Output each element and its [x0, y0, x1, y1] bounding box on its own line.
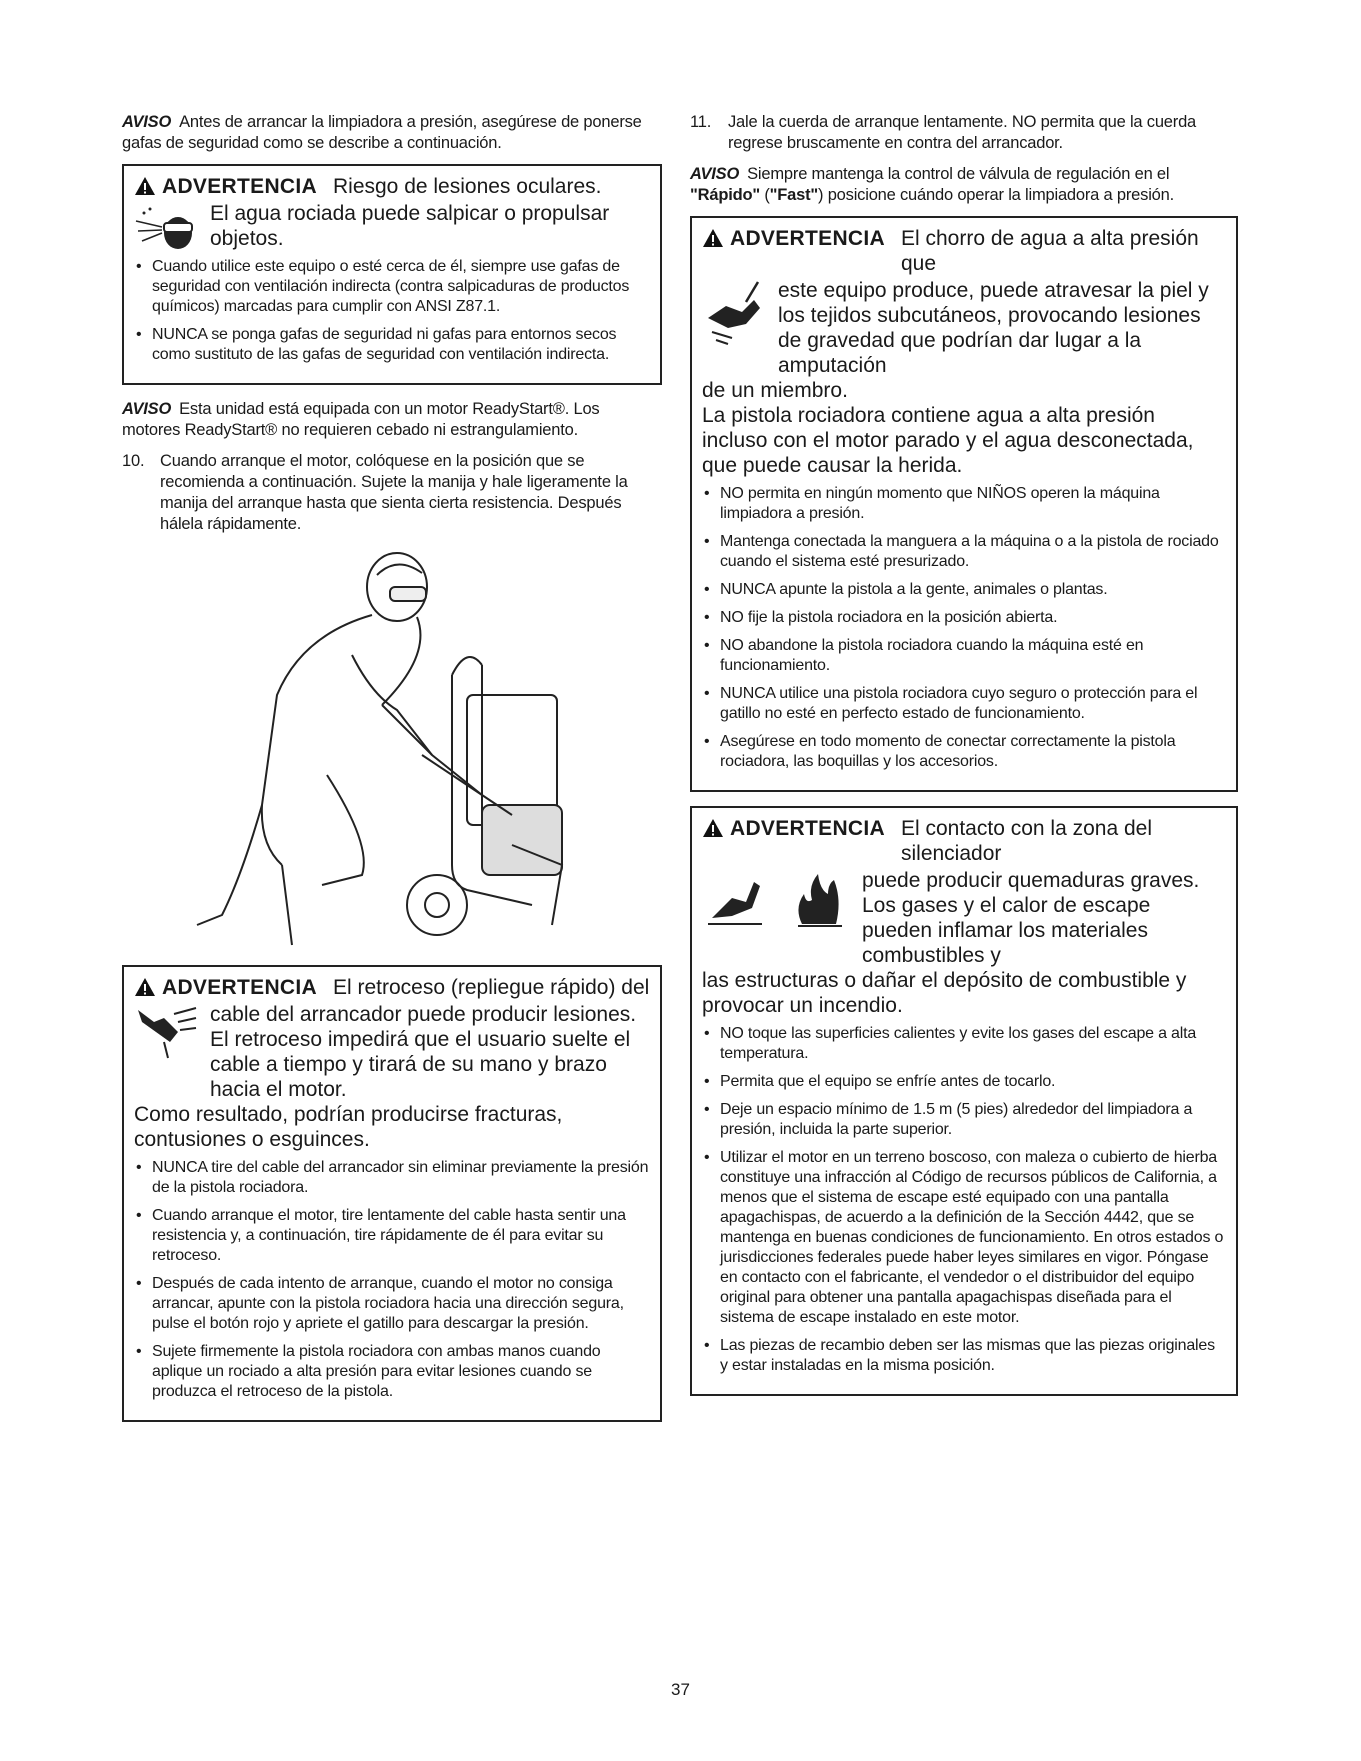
bullet-item: • Deje un espacio mínimo de 1.5 m (5 pies) alrededor del limpiadora a presión, incluida la parte superior.: [702, 1100, 1226, 1140]
injection-hand-icon: [702, 278, 768, 348]
step-text: Jale la cuerda de arranque lentamente. NO permita que la cuerda regrese bruscamente en contra del arrancador.: [728, 113, 1197, 152]
warning-headline: El retroceso (repliegue rápido) del: [332, 976, 650, 999]
operator-starting-engine-illustration: [182, 545, 582, 955]
bullet-item: • Las piezas de recambio deben ser las mismas que las piezas originales y estar instaladas en la misma posición.: [702, 1336, 1226, 1376]
aviso-rapido: "Rápido": [690, 186, 760, 204]
bullet-item: • Cuando utilice este equipo o esté cerca de él, siempre use gafas de seguridad con ventilación indirecta (contra salpicaduras de productos químicos) marcadas para cumplir con ANSI Z87.1.: [134, 257, 650, 317]
aviso-label: AVISO: [122, 400, 172, 418]
burn-and-fire-icons: [702, 868, 852, 928]
warning-headline: Riesgo de lesiones oculares.: [332, 175, 602, 198]
warning-triangle-icon: [702, 818, 724, 838]
warning-intro: [702, 278, 1226, 378]
warning-triangle-icon: [134, 176, 156, 196]
warning-high-pressure-jet: [690, 216, 1238, 792]
warning-word: ADVERTENCIA: [162, 976, 317, 999]
warning-muffler-burn: [690, 806, 1238, 1396]
aviso-label: AVISO: [690, 165, 740, 183]
warning-bullet-list: [702, 1024, 1226, 1376]
warning-intro: [134, 1002, 650, 1102]
aviso-text-post: ) posicione cuándo operar la limpiadora a presión.: [818, 186, 1174, 204]
aviso-label: AVISO: [122, 113, 172, 131]
warning-word: ADVERTENCIA: [730, 227, 885, 250]
warning-continuation: de un miembro.: [702, 379, 848, 402]
aviso-eye-protection: [122, 112, 662, 154]
warning-intro-text: puede producir quemaduras graves. Los gases y el calor de escape pueden inflamar los materiales combustibles y: [862, 869, 1200, 967]
warning-intro-text: cable del arrancador puede producir lesiones. El retroceso impedirá que el usuario suelte el cable a tiempo y tirará de su mano y brazo hacia el motor.: [210, 1003, 637, 1101]
warning-continuation: Como resultado, podrían producirse fracturas, contusiones o esguinces.: [134, 1103, 563, 1151]
step-text: Cuando arranque el motor, colóquese en la posición que se recomienda a continuación. Sujete la manija y hale ligeramente la manija del arranque hasta que sienta cierta resistencia. Después hálela rápidamente.: [160, 452, 628, 533]
warning-word: ADVERTENCIA: [162, 175, 317, 198]
warning-continuation-2: La pistola rociadora contiene agua a alta presión incluso con el motor parado y el agua desconectada, que puede causar la herida.: [702, 404, 1194, 477]
fire-icon: [798, 874, 842, 926]
warning-kickback: [122, 965, 662, 1422]
bullet-item: • NUNCA se ponga gafas de seguridad ni gafas para entornos secos como sustituto de las gafas de seguridad con ventilación indirecta.: [134, 325, 650, 365]
bullet-item: • NO toque las superficies calientes y evite los gases del escape a alta temperatura.: [702, 1024, 1226, 1064]
aviso-paren: (: [764, 186, 770, 204]
aviso-fast: "Fast": [769, 186, 819, 204]
page-number: 37: [671, 1680, 690, 1699]
bullet-item: • NUNCA utilice una pistola rociadora cuyo seguro o protección para el gatillo no esté en perfecto estado de funcionamiento.: [702, 684, 1226, 724]
kickback-hand-icon: [134, 1002, 200, 1062]
bullet-item: • Asegúrese en todo momento de conectar correctamente la pistola rociadora, las boquillas y los accesorios.: [702, 732, 1226, 772]
warning-header: [702, 816, 1226, 866]
warning-continuation: las estructuras o dañar el depósito de combustible y provocar un incendio.: [702, 969, 1187, 1017]
warning-intro: [134, 201, 650, 251]
left-column: [122, 112, 662, 1436]
aviso-text: Antes de arrancar la limpiadora a presión, asegúrese de ponerse gafas de seguridad como se describe a continuación.: [122, 113, 642, 152]
warning-bullet-list: [134, 257, 650, 365]
bullet-item: • NO fije la pistola rociadora en la posición abierta.: [702, 608, 1226, 628]
warning-header: [134, 975, 650, 1000]
step-10: [122, 451, 662, 535]
aviso-text: Esta unidad está equipada con un motor ReadyStart®. Los motores ReadyStart® no requieren cebado ni estrangulamiento.: [122, 400, 600, 439]
bullet-item: • Sujete firmemente la pistola rociadora con ambas manos cuando aplique un rociado a alta presión para evitar lesiones cuando se produzca el retroceso de la pistola.: [134, 1342, 650, 1402]
warning-eye-injury: [122, 164, 662, 385]
bullet-item: • Después de cada intento de arranque, cuando el motor no consiga arrancar, apunte con la pistola rociadora hacia una dirección segura, pulse el botón rojo y apriete el gatillo para descargar la presión.: [134, 1274, 650, 1334]
warning-triangle-icon: [702, 228, 724, 248]
warning-header: [702, 226, 1226, 276]
warning-headline: El contacto con la zona del silenciador: [900, 817, 1152, 865]
aviso-readystart: [122, 399, 662, 441]
warning-bullet-list: [134, 1158, 650, 1402]
warning-header: [134, 174, 650, 199]
warning-intro-text: este equipo produce, puede atravesar la piel y los tejidos subcutáneos, provocando lesiones de gravedad que podrían dar lugar a la amputación: [778, 279, 1209, 377]
step-number: 11.: [690, 113, 712, 131]
bullet-item: • NO abandone la pistola rociadora cuando la máquina esté en funcionamiento.: [702, 636, 1226, 676]
warning-intro: [702, 868, 1226, 968]
step-11: [690, 112, 1238, 154]
bullet-item: • Utilizar el motor en un terreno boscoso, con maleza o cubierto de hierba constituye una infracción al Código de recursos públicos de California, a menos que el sistema de escape esté equipado con una pantalla apagachispas, de acuerdo a la definición de la Sección 4442, que se mantenga en buenas condiciones de funcionamiento. En otros estados o jurisdicciones federales puede haber leyes similares en vigor. Póngase en contacto con el fabricante, el vendedor o el distribuidor del equipo original para obtener una pantalla apagachispas diseñada para el sistema de escape instalado en este motor.: [702, 1148, 1226, 1328]
warning-bullet-list: [702, 484, 1226, 772]
aviso-text-pre: Siempre mantenga la control de válvula de regulación en el: [747, 165, 1170, 183]
warning-word: ADVERTENCIA: [730, 817, 885, 840]
warning-triangle-icon: [134, 977, 156, 997]
bullet-item: • NO permita en ningún momento que NIÑOS operen la máquina limpiadora a presión.: [702, 484, 1226, 524]
warning-headline: El chorro de agua a alta presión que: [900, 227, 1199, 275]
right-column: [690, 112, 1238, 1410]
bullet-item: • Permita que el equipo se enfríe antes de tocarlo.: [702, 1072, 1226, 1092]
aviso-throttle: [690, 164, 1238, 206]
bullet-item: • NUNCA apunte la pistola a la gente, animales o plantas.: [702, 580, 1226, 600]
eye-spray-icon: [134, 201, 200, 251]
warning-intro-text: El agua rociada puede salpicar o propulsar objetos.: [210, 202, 610, 250]
hot-surface-icon: [708, 882, 762, 924]
bullet-item: • NUNCA tire del cable del arrancador sin eliminar previamente la presión de la pistola rociadora.: [134, 1158, 650, 1198]
bullet-item: • Cuando arranque el motor, tire lentamente del cable hasta sentir una resistencia y, a continuación, tire rápidamente de él para evitar su retroceso.: [134, 1206, 650, 1266]
step-number: 10.: [122, 452, 145, 470]
bullet-item: • Mantenga conectada la manguera a la máquina o a la pistola de rociado cuando el sistema esté presurizado.: [702, 532, 1226, 572]
